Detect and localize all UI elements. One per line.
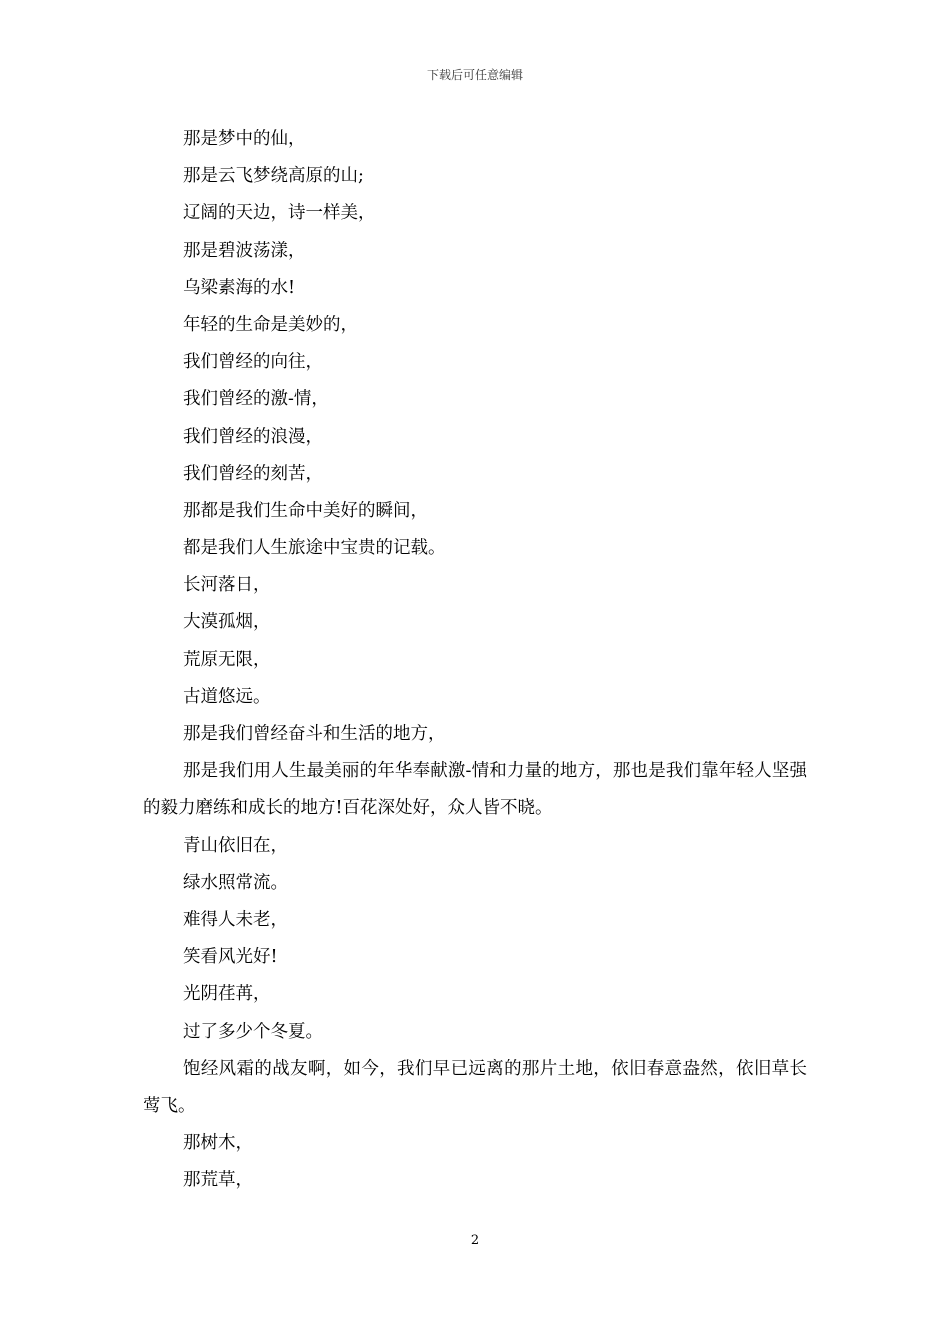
text-line: 我们曾经的浪漫， — [183, 426, 323, 447]
page-number: 2 — [470, 1233, 480, 1248]
text-line: 古道悠远。 — [183, 686, 271, 707]
text-line: 那是我们曾经奋斗和生活的地方， — [183, 724, 446, 744]
document-body — [143, 121, 807, 1200]
text-line: 年轻的生命是美妙的， — [183, 314, 358, 335]
text-line: 那是碧波荡漾， — [183, 240, 306, 261]
text-line: 乌梁素海的水! — [183, 277, 296, 298]
text-line: 那树木， — [183, 1133, 253, 1154]
text-line: 难得人未老， — [183, 909, 288, 930]
text-line: 绿水照常流。 — [183, 872, 288, 893]
text-line: 那是梦中的仙， — [183, 129, 306, 149]
text-line: 都是我们人生旅途中宝贵的记载。 — [183, 538, 446, 559]
text-line: 那是云飞梦绕高原的山; — [183, 166, 364, 187]
text-line: 我们曾经的激-情， — [183, 389, 329, 410]
text-line: 笑看风光好! — [183, 947, 278, 968]
text-line: 辽阔的天边，诗一样美， — [183, 203, 376, 224]
page-header: 下载后可任意编辑 — [426, 68, 523, 82]
text-line: 青山依旧在， — [183, 835, 288, 856]
text-line: 过了多少个冬夏。 — [183, 1021, 323, 1042]
text-paragraph: 那是我们用人生最美丽的年华奉献激-情和力量的地方，那也是我们靠年轻人坚强的毅力磨练和成长的地方!百花深处好，众人皆不晓。 — [143, 761, 807, 819]
text-paragraph: 饱经风霜的战友啊，如今，我们早已远离的那片土地，依旧春意盎然，依旧草长莺飞。 — [143, 1058, 807, 1116]
text-line: 我们曾经的向往， — [183, 352, 323, 373]
text-line: 那都是我们生命中美好的瞬间， — [183, 500, 428, 521]
text-line: 光阴荏苒， — [183, 984, 271, 1005]
text-line: 那荒草， — [183, 1170, 253, 1191]
text-line: 我们曾经的刻苦， — [183, 463, 323, 484]
text-line: 长河落日， — [183, 575, 271, 596]
text-line: 荒原无限， — [183, 649, 271, 670]
text-line: 大漠孤烟， — [183, 612, 271, 633]
